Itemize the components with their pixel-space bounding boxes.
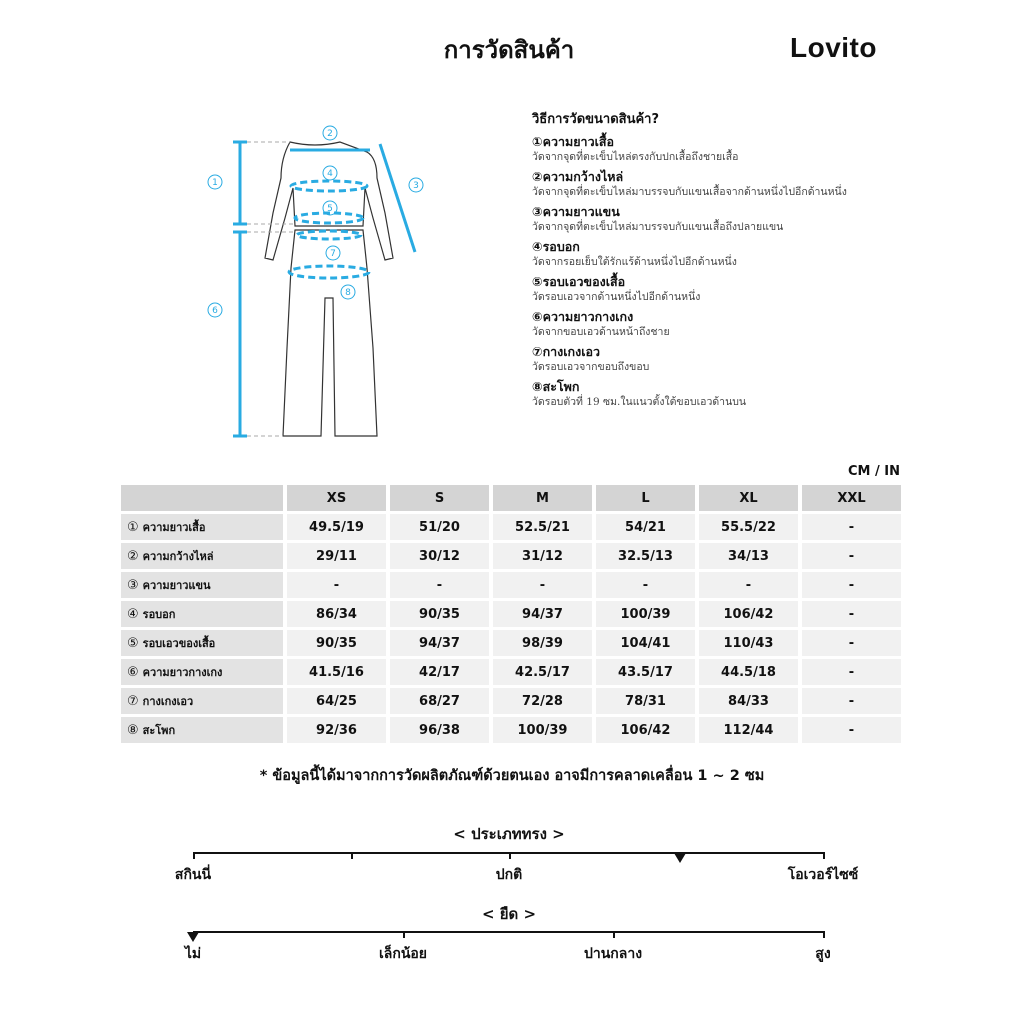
table-row	[121, 659, 901, 685]
guide-item-label: รอบเอวของเสื้อ	[542, 274, 626, 289]
size-header: XXL	[798, 485, 901, 511]
table-cell: -	[798, 659, 901, 685]
table-cell: 72/28	[489, 688, 592, 714]
table-cell: 94/37	[489, 601, 592, 627]
table-cell: 32.5/13	[592, 543, 695, 569]
guide-item-number: ④	[532, 239, 543, 254]
marker-3: 3	[413, 181, 419, 191]
guide-item-title	[532, 378, 932, 395]
table-cell: 112/44	[695, 717, 798, 743]
guide-item-title	[532, 203, 932, 220]
guide-item-desc: วัดรอบตัวที่ 19 ซม.ในแนวตั้งใต้ขอบเอวด้านบน	[532, 396, 747, 408]
table-cell: 41.5/16	[283, 659, 386, 685]
guide-item-desc: วัดจากจุดที่ตะเข็บไหล่มาบรรจบกับแขนเสื้อจากด้านหนึ่งไปอีกด้านหนึ่ง	[532, 186, 847, 198]
row-label	[121, 514, 283, 540]
guide-heading: วิธีการวัดขนาดสินค้า?	[532, 112, 660, 127]
table-cell: 100/39	[489, 717, 592, 743]
guide-item-number: ②	[532, 169, 543, 184]
guide-item-label: สะโพก	[542, 379, 580, 394]
table-row	[121, 601, 901, 627]
guide-item-title	[532, 308, 932, 325]
guide-item-title	[532, 168, 932, 185]
table-row	[121, 688, 901, 714]
stretch-label-medium: ปานกลาง	[583, 946, 643, 962]
size-table	[121, 482, 901, 746]
pants-outline	[283, 230, 377, 436]
table-cell: 96/38	[386, 717, 489, 743]
guide-item	[532, 308, 932, 340]
marker-1: 1	[212, 178, 218, 188]
fit-scale-title: < ประเภททรง >	[453, 825, 565, 843]
size-header: XL	[695, 485, 798, 511]
size-header: L	[592, 485, 695, 511]
guide-item-label: ความยาวแขน	[542, 204, 620, 219]
row-label-text: ความยาวเสื้อ	[142, 521, 206, 534]
table-cell: -	[592, 572, 695, 598]
table-cell: 78/31	[592, 688, 695, 714]
measure-ring-8	[289, 266, 369, 278]
row-label	[121, 717, 283, 743]
measure-ring-7	[297, 231, 361, 239]
guide-item	[532, 378, 932, 410]
guide-item-desc: วัดจากขอบเอวด้านหน้าถึงชาย	[532, 326, 670, 338]
table-cell: 29/11	[283, 543, 386, 569]
guide-item	[532, 203, 932, 235]
fit-label-regular: ปกติ	[495, 867, 523, 883]
stretch-scale-title: < ยืด >	[481, 905, 537, 923]
row-number: ⑧	[127, 723, 139, 738]
guide-item-title	[532, 273, 932, 290]
row-label	[121, 601, 283, 627]
table-row	[121, 717, 901, 743]
measurement-note: * ข้อมูลนี้ได้มาจากการวัดผลิตภัณฑ์ด้วยตนเอง อาจมีการคลาดเคลื่อน 1 ~ 2 ซม	[259, 768, 765, 784]
guide-item-title	[532, 343, 932, 360]
row-number: ⑥	[127, 665, 139, 680]
guide-item-number: ⑦	[532, 344, 543, 359]
table-cell: -	[283, 572, 386, 598]
table-cell: 54/21	[592, 514, 695, 540]
guide-item-number: ③	[532, 204, 543, 219]
row-label-text: ความกว้างไหล่	[142, 550, 214, 563]
guide-item-number: ⑧	[532, 379, 543, 394]
guide-item-number: ①	[532, 134, 543, 149]
table-cell: -	[798, 630, 901, 656]
table-cell: 100/39	[592, 601, 695, 627]
row-label	[121, 659, 283, 685]
row-label	[121, 688, 283, 714]
marker-4: 4	[327, 169, 333, 179]
guide-item-label: รอบอก	[542, 239, 580, 254]
measure-line-3	[380, 144, 415, 252]
guide-item	[532, 168, 932, 200]
guide-item-number: ⑥	[532, 309, 543, 324]
unit-label: CM / IN	[848, 464, 900, 479]
stretch-label-none: ไม่	[184, 946, 202, 962]
table-cell: 84/33	[695, 688, 798, 714]
table-cell: 104/41	[592, 630, 695, 656]
row-label	[121, 630, 283, 656]
guide-item-label: กางเกงเอว	[542, 344, 601, 359]
fit-label-oversize: โอเวอร์ไซซ์	[787, 867, 859, 883]
table-row	[121, 630, 901, 656]
marker-2: 2	[327, 129, 333, 139]
row-number: ④	[127, 607, 139, 622]
table-cell: 30/12	[386, 543, 489, 569]
row-number: ⑤	[127, 636, 139, 651]
stretch-label-slight: เล็กน้อย	[378, 946, 428, 962]
table-cell: 106/42	[592, 717, 695, 743]
table-cell: -	[798, 717, 901, 743]
table-cell: -	[798, 543, 901, 569]
table-row	[121, 572, 901, 598]
marker-8: 8	[345, 288, 351, 298]
table-cell: 42.5/17	[489, 659, 592, 685]
marker-5: 5	[327, 204, 333, 214]
table-cell: -	[798, 572, 901, 598]
table-cell: 90/35	[283, 630, 386, 656]
guide-item-desc: วัดรอบเอวจากด้านหนึ่งไปอีกด้านหนึ่ง	[532, 291, 701, 303]
guide-item-desc: วัดรอบเอวจากขอบถึงขอบ	[532, 361, 650, 373]
table-cell: 90/35	[386, 601, 489, 627]
table-cell: 55.5/22	[695, 514, 798, 540]
table-cell: -	[489, 572, 592, 598]
size-header: XS	[283, 485, 386, 511]
row-label-text: ความยาวกางเกง	[142, 666, 223, 679]
stretch-label-high: สูง	[815, 946, 831, 962]
guide-item-desc: วัดจากรอยเย็บใต้รักแร้ด้านหนึ่งไปอีกด้านหนึ่ง	[532, 256, 737, 268]
row-label-text: กางเกงเอว	[142, 695, 194, 708]
marker-7: 7	[330, 249, 336, 259]
guide-item-label: ความยาวเสื้อ	[542, 134, 615, 149]
table-cell: 52.5/21	[489, 514, 592, 540]
row-label	[121, 572, 283, 598]
stretch-marker	[187, 932, 199, 942]
guide-item	[532, 238, 932, 270]
table-cell: -	[798, 514, 901, 540]
table-cell: 44.5/18	[695, 659, 798, 685]
guide-item	[532, 273, 932, 305]
table-cell: 43.5/17	[592, 659, 695, 685]
fit-marker	[674, 853, 686, 863]
guide-item	[532, 133, 932, 165]
table-cell: 34/13	[695, 543, 798, 569]
table-cell: 86/34	[283, 601, 386, 627]
measure-ring-4	[291, 181, 367, 191]
table-cell: -	[386, 572, 489, 598]
table-cell: 92/36	[283, 717, 386, 743]
table-cell: -	[695, 572, 798, 598]
table-corner	[121, 485, 283, 511]
row-label-text: รอบเอวของเสื้อ	[142, 637, 216, 650]
row-label	[121, 543, 283, 569]
table-cell: -	[798, 601, 901, 627]
guide-item-label: ความยาวกางเกง	[542, 309, 634, 324]
brand-logo: Lovito	[790, 32, 877, 63]
table-cell: 64/25	[283, 688, 386, 714]
size-header: M	[489, 485, 592, 511]
table-cell: 68/27	[386, 688, 489, 714]
row-number: ③	[127, 578, 139, 593]
guide-item-title	[532, 238, 932, 255]
marker-6: 6	[212, 306, 218, 316]
table-cell: -	[798, 688, 901, 714]
guide-item-label: ความกว้างไหล่	[542, 169, 624, 184]
table-row	[121, 543, 901, 569]
garment-diagram	[195, 118, 435, 448]
table-cell: 106/42	[695, 601, 798, 627]
size-header: S	[386, 485, 489, 511]
guide-item-title	[532, 133, 932, 150]
table-cell: 31/12	[489, 543, 592, 569]
row-number: ②	[127, 549, 139, 564]
table-cell: 98/39	[489, 630, 592, 656]
guide-item-desc: วัดจากจุดที่ตะเข็บไหล่มาบรรจบกับแขนเสื้อถึงปลายแขน	[532, 221, 784, 233]
table-cell: 42/17	[386, 659, 489, 685]
guide-item-desc: วัดจากจุดที่ตะเข็บไหล่ตรงกับปกเสื้อถึงชายเสื้อ	[532, 151, 739, 163]
table-cell: 49.5/19	[283, 514, 386, 540]
fit-label-skinny: สกินนี่	[174, 867, 212, 883]
row-label-text: ความยาวแขน	[142, 579, 211, 592]
guide-item	[532, 343, 932, 375]
table-row	[121, 514, 901, 540]
table-cell: 110/43	[695, 630, 798, 656]
guide-item-number: ⑤	[532, 274, 543, 289]
row-number: ①	[127, 520, 139, 535]
table-cell: 51/20	[386, 514, 489, 540]
row-label-text: รอบอก	[142, 608, 176, 621]
row-label-text: สะโพก	[142, 724, 176, 737]
table-cell: 94/37	[386, 630, 489, 656]
row-number: ⑦	[127, 694, 139, 709]
measurement-guide	[532, 108, 932, 413]
page-title: การวัดสินค้า	[443, 36, 575, 64]
